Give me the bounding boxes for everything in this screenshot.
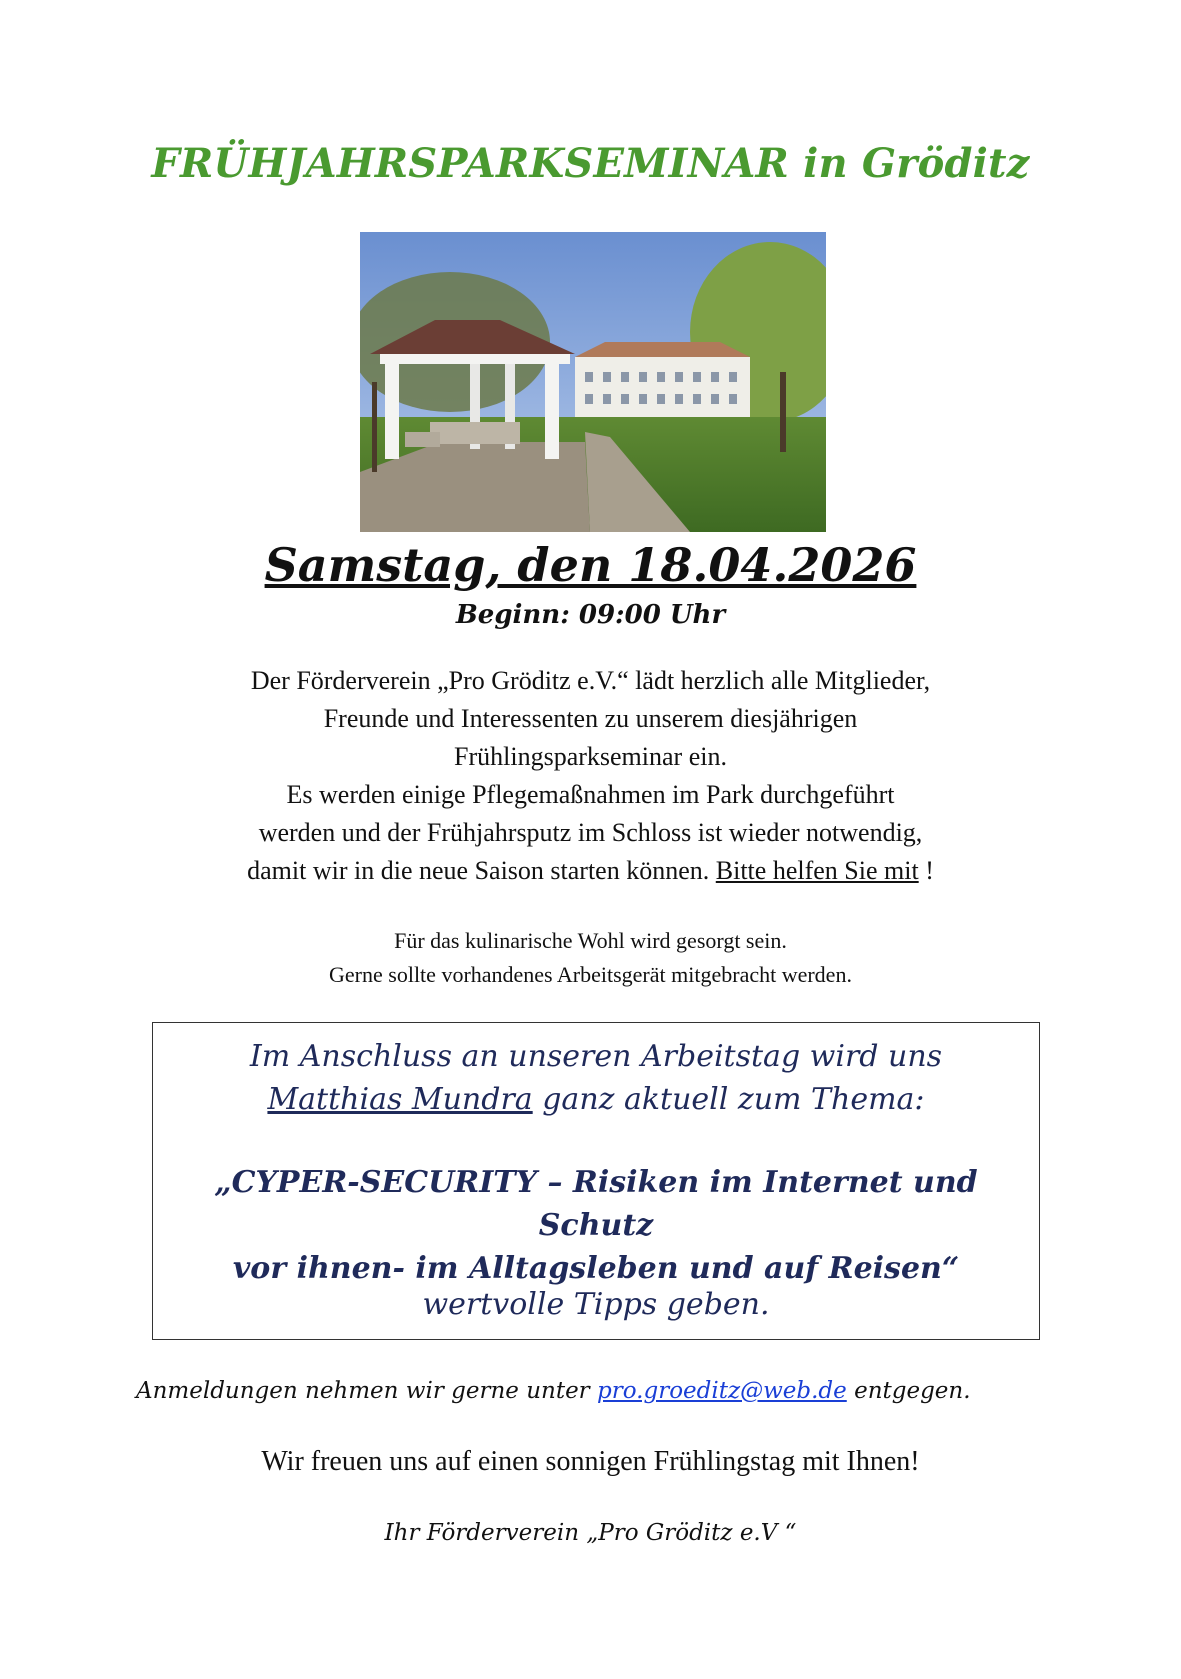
help-call: Bitte helfen Sie mit: [715, 856, 919, 885]
talk-topic-line: vor ihnen- im Alltagsleben und auf Reisen“: [232, 1251, 960, 1286]
intro-line: Frühlingsparkseminar ein.: [454, 742, 727, 771]
event-date: Samstag, den 18.04.2026: [264, 538, 917, 592]
intro-text-segment: !: [918, 856, 934, 885]
intro-text: [0, 662, 1181, 890]
talk-closing: wertvolle Tipps geben.: [422, 1287, 770, 1322]
registration-line: [136, 1378, 971, 1404]
registration-text: Anmeldungen nehmen wir gerne unter: [136, 1378, 597, 1404]
talk-topic-line: „CYPER-SECURITY – Risiken im Internet und Schutz: [214, 1165, 978, 1243]
park-photo: [360, 232, 826, 532]
intro-line: Der Förderverein „Pro Gröditz e.V.“ lädt herzlich alle Mitglieder,: [250, 666, 931, 695]
page-title: FRÜHJAHRSPARKSEMINAR in Gröditz: [151, 140, 1030, 187]
intro-line: [0, 852, 1181, 890]
info-line: Gerne sollte vorhandenes Arbeitsgerät mitgebracht werden.: [329, 962, 852, 987]
intro-line: werden und der Frühjahrsputz im Schloss ist wieder notwendig,: [258, 818, 923, 847]
talk-intro-line: Im Anschluss an unseren Arbeitstag wird uns: [249, 1039, 943, 1074]
intro-text-segment: damit wir in die neue Saison starten können.: [247, 856, 716, 885]
email-link[interactable]: pro.groeditz@web.de: [597, 1378, 847, 1404]
talk-box: [152, 1022, 1040, 1340]
start-time: Beginn: 09:00 Uhr: [455, 600, 726, 630]
talk-intro-line: [153, 1078, 1039, 1121]
talk-intro-segment: ganz aktuell zum Thema:: [532, 1082, 925, 1117]
registration-text: entgegen.: [846, 1378, 971, 1404]
closing-greeting: Wir freuen uns auf einen sonnigen Frühlingstag mit Ihnen!: [261, 1446, 920, 1477]
intro-line: Freunde und Interessenten zu unserem diesjährigen: [323, 704, 858, 733]
info-text: [0, 924, 1181, 992]
talk-topic: [153, 1161, 1039, 1290]
signature: Ihr Förderverein „Pro Gröditz e.V “: [384, 1520, 797, 1546]
speaker-name: Matthias Mundra: [267, 1082, 533, 1117]
talk-intro: [153, 1035, 1039, 1121]
info-line: Für das kulinarische Wohl wird gesorgt sein.: [394, 928, 787, 953]
intro-line: Es werden einige Pflegemaßnahmen im Park durchgeführt: [286, 780, 895, 809]
